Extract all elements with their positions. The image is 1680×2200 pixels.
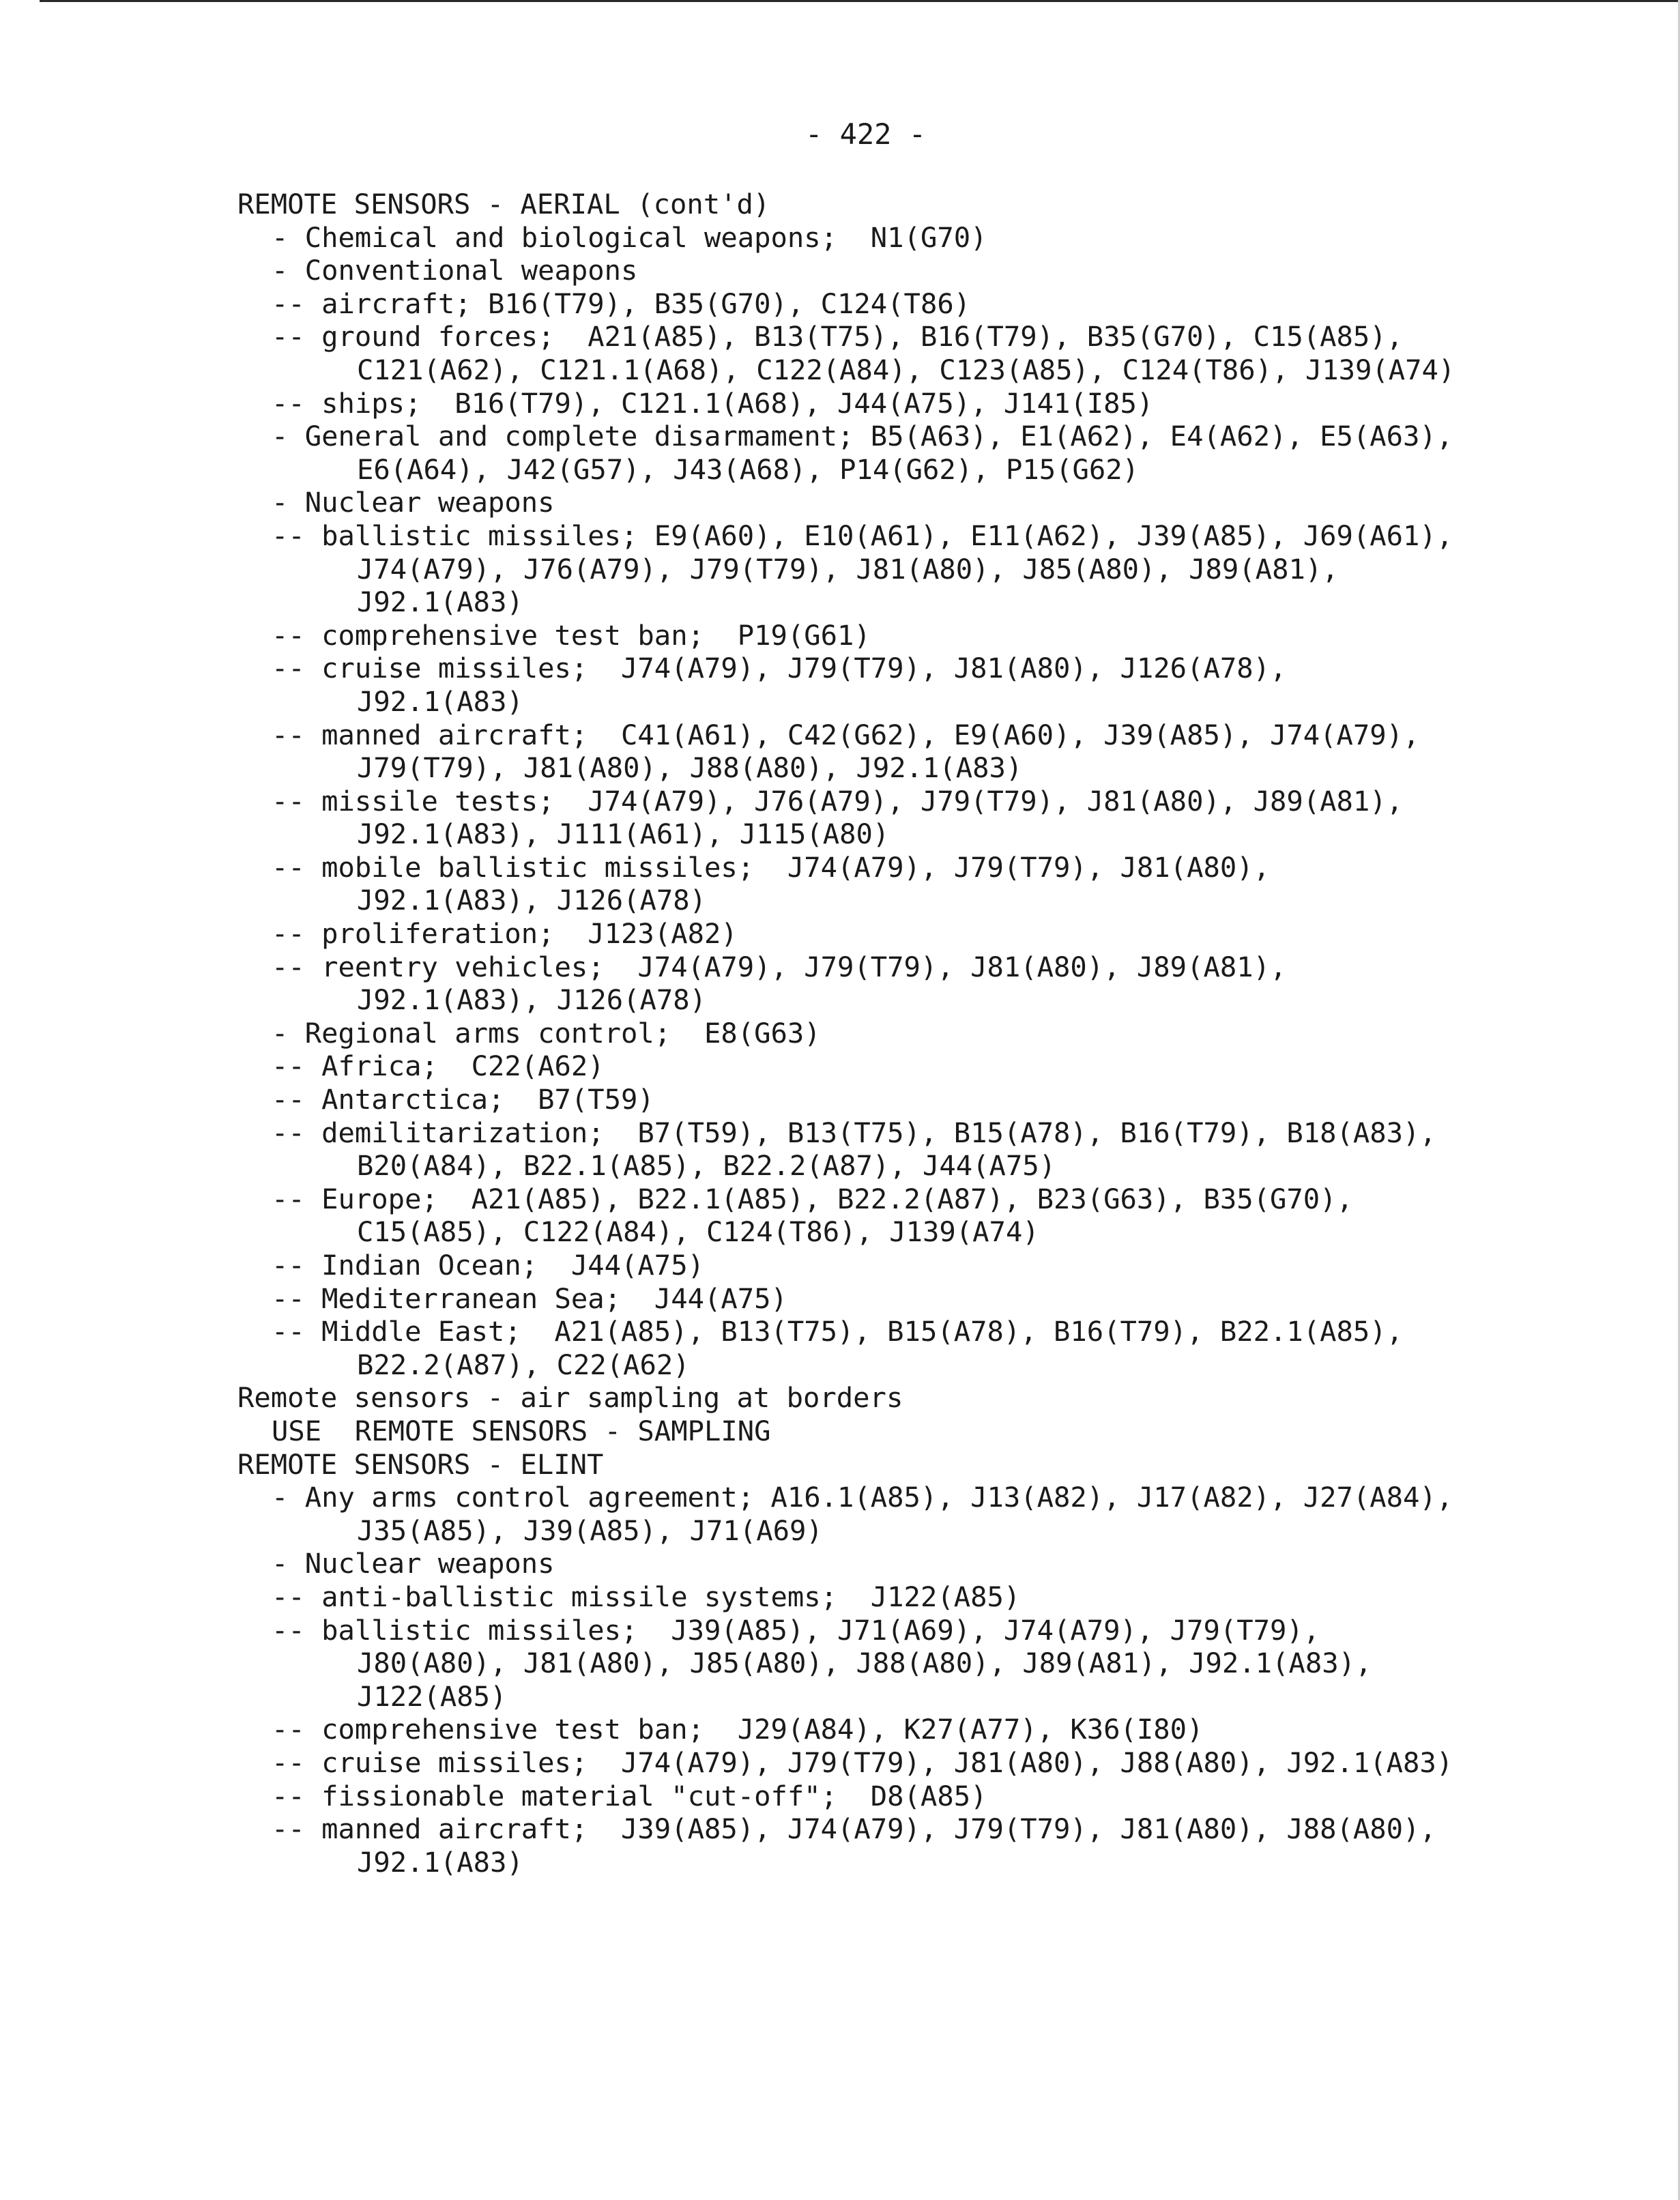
index-line: - Regional arms control; E8(G63) (272, 1016, 821, 1050)
index-line: J35(A85), J39(A85), J71(A69) (357, 1514, 823, 1547)
index-line: - General and complete disarmament; B5(A63), E1(A62), E4(A62), E5(A63), (272, 420, 1453, 453)
index-line: -- Europe; A21(A85), B22.1(A85), B22.2(A87), B23(G63), B35(G70), (272, 1182, 1353, 1215)
index-line: -- manned aircraft; C41(A61), C42(G62), E9(A60), J39(A85), J74(A79), (272, 718, 1420, 751)
index-line: -- ships; B16(T79), C121.1(A68), J44(A75), J141(I85) (272, 386, 1154, 420)
index-line: USE REMOTE SENSORS - SAMPLING (272, 1414, 771, 1447)
index-line: B20(A84), B22.1(A85), B22.2(A87), J44(A75) (357, 1149, 1056, 1183)
index-line: -- anti-ballistic missile systems; J122(A85) (272, 1580, 1021, 1613)
index-line: -- fissionable material "cut-off"; D8(A85) (272, 1779, 987, 1812)
index-line: -- manned aircraft; J39(A85), J74(A79), J79(T79), J81(A80), J88(A80), (272, 1812, 1436, 1846)
index-line: -- mobile ballistic missiles; J74(A79), J79(T79), J81(A80), (272, 850, 1270, 884)
index-line: J80(A80), J81(A80), J85(A80), J88(A80), J89(A81), J92.1(A83), (357, 1647, 1372, 1680)
index-line: - Nuclear weapons (272, 1547, 555, 1580)
index-line: - Nuclear weapons (272, 486, 555, 519)
index-line: -- ground forces; A21(A85), B13(T75), B16(T79), B35(G70), C15(A85), (272, 320, 1404, 353)
index-entries (237, 188, 1455, 1879)
index-line: -- cruise missiles; J74(A79), J79(T79), J81(A80), J88(A80), J92.1(A83) (272, 1746, 1453, 1779)
index-line: -- aircraft; B16(T79), B35(G70), C124(T86) (272, 287, 971, 320)
index-heading: Remote sensors - air sampling at borders (237, 1381, 903, 1415)
index-line: -- Antarctica; B7(T59) (272, 1083, 654, 1116)
index-line: J92.1(A83), J126(A78) (357, 884, 707, 917)
index-line: J92.1(A83), J126(A78) (357, 983, 707, 1017)
index-line: B22.2(A87), C22(A62) (357, 1348, 690, 1381)
index-line: -- reentry vehicles; J74(A79), J79(T79), J81(A80), J89(A81), (272, 950, 1287, 983)
index-line: J122(A85) (357, 1679, 507, 1713)
index-line: J92.1(A83), J111(A61), J115(A80) (357, 817, 890, 851)
index-heading: REMOTE SENSORS - AERIAL (cont'd) (237, 188, 770, 220)
index-line: -- Indian Ocean; J44(A75) (272, 1249, 704, 1282)
scan-top-edge (40, 0, 1680, 2)
index-line: E6(A64), J42(G57), J43(A68), P14(G62), P15(G62) (357, 452, 1140, 486)
index-line: J92.1(A83) (357, 585, 523, 619)
index-line: C15(A85), C122(A84), C124(T86), J139(A74) (357, 1215, 1039, 1249)
index-line: -- comprehensive test ban; J29(A84), K27(A77), K36(I80) (272, 1713, 1204, 1746)
index-line: J79(T79), J81(A80), J88(A80), J92.1(A83) (357, 751, 1023, 785)
index-line: -- ballistic missiles; E9(A60), E10(A61), E11(A62), J39(A85), J69(A61), (272, 519, 1453, 552)
index-line: - Any arms control agreement; A16.1(A85), J13(A82), J17(A82), J27(A84), (272, 1481, 1453, 1514)
index-line: -- comprehensive test ban; P19(G61) (272, 618, 871, 652)
page-number: - 422 - (805, 117, 927, 151)
index-line: -- Africa; C22(A62) (272, 1050, 605, 1083)
index-line: -- Middle East; A21(A85), B13(T75), B15(A78), B16(T79), B22.1(A85), (272, 1315, 1404, 1348)
index-line: -- cruise missiles; J74(A79), J79(T79), J81(A80), J126(A78), (272, 652, 1287, 685)
index-line: J92.1(A83) (357, 684, 523, 718)
index-line: J92.1(A83) (357, 1845, 523, 1879)
index-heading: REMOTE SENSORS - ELINT (237, 1447, 604, 1481)
index-line: -- missile tests; J74(A79), J76(A79), J79(T79), J81(A80), J89(A81), (272, 784, 1404, 817)
index-line: -- ballistic missiles; J39(A85), J71(A69), J74(A79), J79(T79), (272, 1613, 1320, 1647)
index-line: -- Mediterranean Sea; J44(A75) (272, 1282, 787, 1315)
index-line: - Conventional weapons (272, 254, 638, 287)
index-line: J74(A79), J76(A79), J79(T79), J81(A80), J85(A80), J89(A81), (357, 552, 1339, 585)
index-line: C121(A62), C121.1(A68), C122(A84), C123(A85), C124(T86), J139(A74) (357, 353, 1455, 386)
index-line: -- proliferation; J123(A82) (272, 917, 738, 951)
index-line: -- demilitarization; B7(T59), B13(T75), B15(A78), B16(T79), B18(A83), (272, 1116, 1436, 1149)
index-line: - Chemical and biological weapons; N1(G70) (272, 220, 987, 254)
